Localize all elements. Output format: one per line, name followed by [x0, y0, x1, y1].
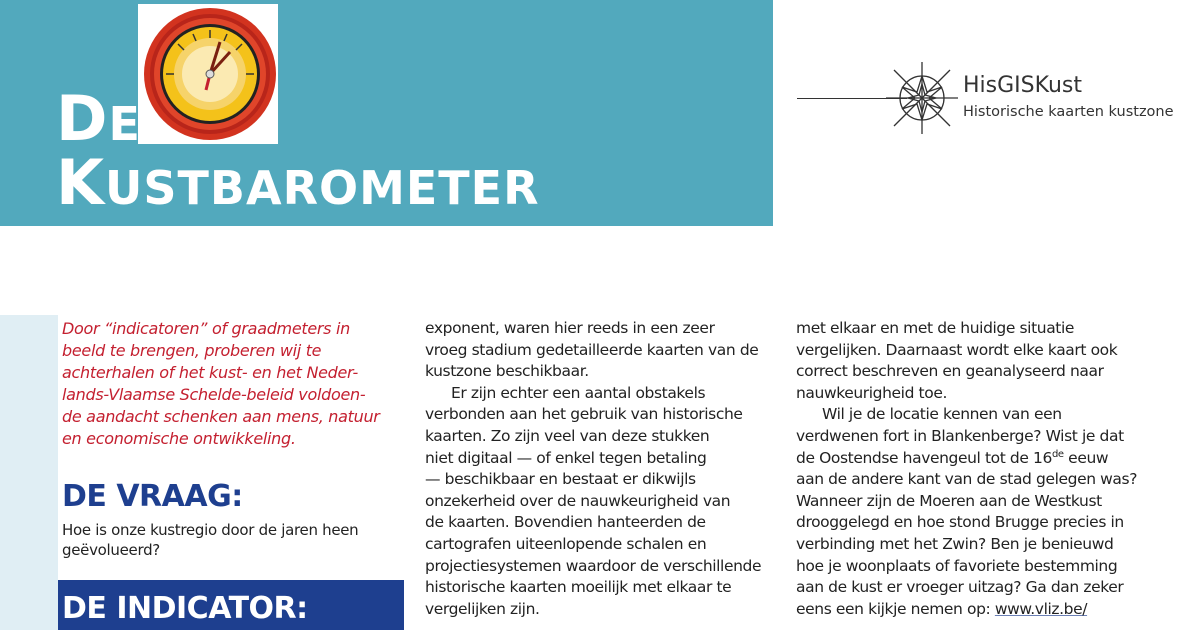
body-column-3: [796, 318, 1176, 620]
body-line: vergelijken zijn.: [425, 599, 540, 618]
compass-rose-icon: [886, 62, 958, 134]
body-line: correct beschreven en geanalyseerd naar: [796, 362, 1104, 381]
body-line: vergelijken. Daarnaast wordt elke kaart ook: [796, 340, 1118, 359]
body-line: niet digitaal — of enkel tegen betaling: [425, 448, 707, 467]
barometer-logo: [138, 4, 278, 144]
body-line: nauwkeurigheid toe.: [796, 383, 947, 402]
superscript: de: [1051, 448, 1064, 460]
side-strip: [0, 315, 58, 630]
body-line: — beschikbaar en bestaat er dikwijls: [425, 470, 696, 489]
page-title-line2: KUSTBAROMETER: [56, 146, 540, 219]
body-line: kustzone beschikbaar.: [425, 362, 589, 381]
body-line: projectiesystemen waardoor de verschillende: [425, 556, 762, 575]
page-title-line1: DE: [56, 82, 141, 155]
body-line: drooggelegd en hoe stond Brugge precies in: [796, 513, 1124, 532]
barometer-icon: [138, 4, 278, 144]
body-line-link: eens een kijkje nemen op: www.vliz.be/: [796, 599, 1088, 618]
body-line: de kaarten. Bovendien hanteerden de: [425, 513, 706, 532]
body-line: exponent, waren hier reeds in een zeer: [425, 319, 715, 337]
body-line: hoe je woonplaats of favoriete bestemming: [796, 556, 1118, 575]
body-line: kaarten. Zo zijn veel van deze stukken: [425, 426, 710, 445]
intro-line: achterhalen of het kust- en het Neder-: [62, 363, 358, 382]
body-line: cartografen uiteenlopende schalen en: [425, 534, 707, 553]
intro-text: [62, 318, 412, 450]
vraag-line: geëvolueerd?: [62, 541, 160, 559]
body-line: verdwenen fort in Blankenberge? Wist je dat: [796, 426, 1124, 445]
body-line: historische kaarten moeilijk met elkaar te: [425, 578, 732, 597]
intro-line: beeld te brengen, proberen wij te: [62, 341, 322, 360]
body-line: Er zijn echter een aantal obstakels: [451, 383, 706, 402]
intro-line: en economische ontwikkeling.: [62, 429, 296, 448]
body-line: vroeg stadium gedetailleerde kaarten van de: [425, 340, 759, 359]
body-line: Wil je de locatie kennen van een: [822, 405, 1062, 424]
vraag-line: Hoe is onze kustregio door de jaren heen: [62, 521, 359, 539]
vraag-text: [62, 520, 412, 560]
body-line: met elkaar en met de huidige situatie: [796, 319, 1075, 337]
body-line: Wanneer zijn de Moeren aan de Westkust: [796, 491, 1102, 510]
partner-name: HisGISKust: [963, 73, 1082, 98]
body-line: aan de andere kant van de stad gelegen was?: [796, 470, 1138, 489]
partner-subtitle: Historische kaarten kustzone: [963, 104, 1174, 120]
indicator-heading: DE INDICATOR:: [62, 591, 308, 626]
intro-line: lands-Vlaamse Schelde-beleid voldoen-: [62, 385, 366, 404]
body-line: aan de kust er vroeger uitzag? Ga dan zeker: [796, 578, 1124, 597]
body-line-sup: de Oostendse havengeul tot de 16de eeuw: [796, 448, 1109, 467]
intro-line: Door “indicatoren” of graadmeters in: [62, 319, 350, 338]
body-line: verbinding met het Zwin? Ben je benieuwd: [796, 534, 1114, 553]
body-line: verbonden aan het gebruik van historische: [425, 405, 743, 424]
intro-line: de aandacht schenken aan mens, natuur: [62, 407, 380, 426]
body-column-2: [425, 318, 785, 620]
vraag-heading: DE VRAAG:: [62, 479, 243, 514]
body-line: onzekerheid over de nauwkeurigheid van: [425, 491, 731, 510]
vliz-link[interactable]: www.vliz.be/: [994, 599, 1088, 618]
